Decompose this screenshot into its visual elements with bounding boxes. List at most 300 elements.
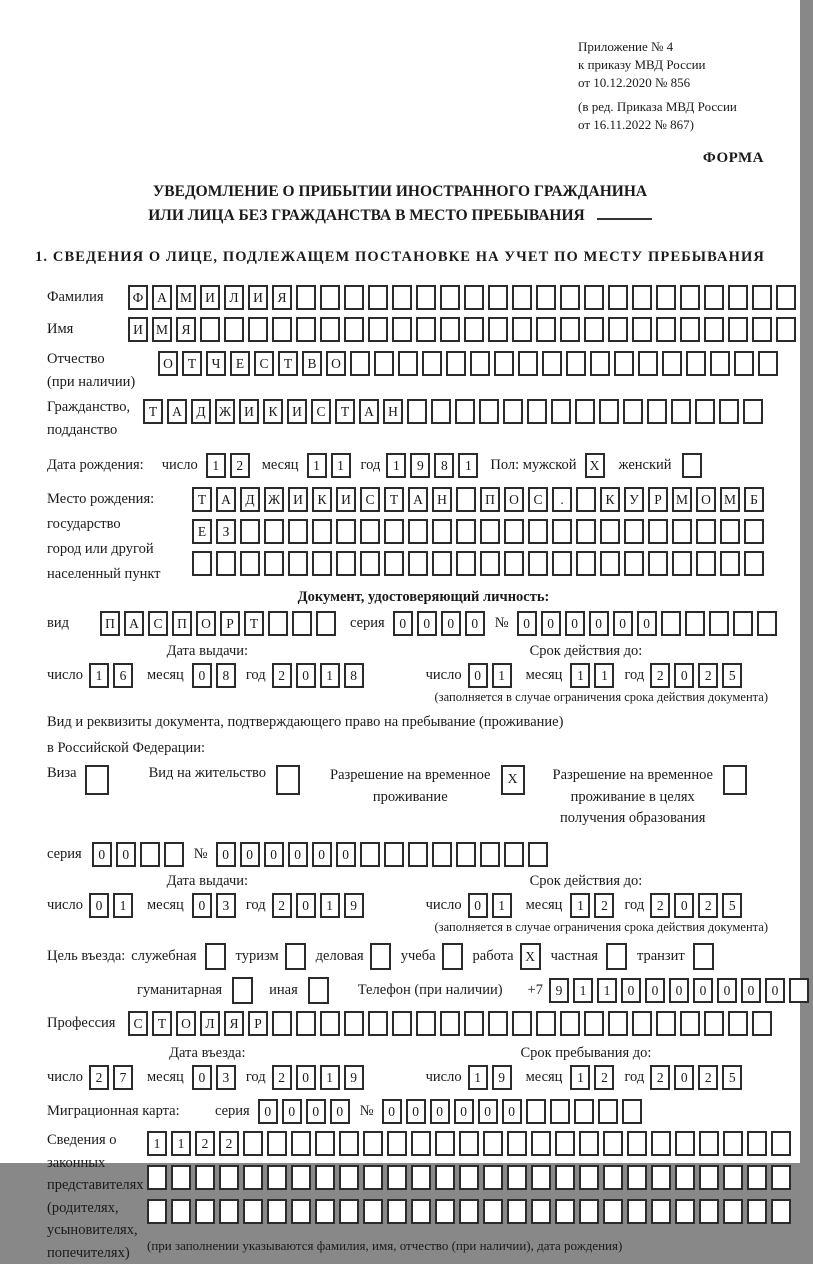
char-cell[interactable]: 1 [492,893,512,918]
char-cell[interactable]: Т [182,351,202,376]
char-cell[interactable] [598,1099,618,1124]
char-cell[interactable]: 0 [637,611,657,636]
char-cell[interactable] [771,1165,791,1190]
char-cell[interactable]: 2 [219,1131,239,1156]
char-cell[interactable]: Е [230,351,250,376]
char-cell[interactable] [479,399,499,424]
char-cell[interactable] [576,487,596,512]
char-cell[interactable]: Я [224,1011,244,1036]
char-cell[interactable]: С [528,487,548,512]
char-cell[interactable] [651,1199,671,1224]
char-cell[interactable]: П [100,611,120,636]
char-cell[interactable] [728,317,748,342]
char-cell[interactable]: 0 [306,1099,326,1124]
char-cell[interactable] [200,317,220,342]
char-cell[interactable]: Е [192,519,212,544]
char-cell[interactable] [243,1131,263,1156]
char-cell[interactable]: А [216,487,236,512]
char-cell[interactable]: К [600,487,620,512]
char-cell[interactable]: И [200,285,220,310]
char-cell[interactable]: 1 [594,663,614,688]
char-cell[interactable] [555,1131,575,1156]
char-cell[interactable] [590,351,610,376]
char-cell[interactable] [483,1131,503,1156]
char-cell[interactable] [504,842,524,867]
char-cell[interactable] [339,1199,359,1224]
char-cell[interactable] [576,519,596,544]
char-cell[interactable] [368,285,388,310]
char-cell[interactable]: 1 [147,1131,167,1156]
char-cell[interactable]: 9 [492,1065,512,1090]
char-cell[interactable] [574,1099,594,1124]
char-cell[interactable] [686,351,706,376]
char-cell[interactable]: 0 [264,842,284,867]
char-cell[interactable] [647,399,667,424]
char-cell[interactable]: 8 [216,663,236,688]
phone-digit-cell[interactable]: 1 [573,978,593,1003]
char-cell[interactable] [608,285,628,310]
char-cell[interactable] [699,1165,719,1190]
char-cell[interactable]: И [288,487,308,512]
char-cell[interactable] [536,285,556,310]
char-cell[interactable] [579,1199,599,1224]
char-cell[interactable] [147,1199,167,1224]
char-cell[interactable]: М [176,285,196,310]
char-cell[interactable] [339,1131,359,1156]
char-cell[interactable]: А [408,487,428,512]
char-cell[interactable] [504,519,524,544]
char-cell[interactable] [435,1199,455,1224]
char-cell[interactable] [360,551,380,576]
char-cell[interactable] [387,1131,407,1156]
purpose-humanitarian-checkbox[interactable] [232,977,253,1004]
char-cell[interactable] [416,285,436,310]
char-cell[interactable] [407,399,427,424]
char-cell[interactable] [536,1011,556,1036]
phone-digit-cell[interactable]: 1 [597,978,617,1003]
char-cell[interactable] [248,317,268,342]
char-cell[interactable]: Т [152,1011,172,1036]
char-cell[interactable] [680,1011,700,1036]
phone-digit-cell[interactable] [789,978,809,1003]
char-cell[interactable]: Т [335,399,355,424]
char-cell[interactable] [336,519,356,544]
char-cell[interactable]: 0 [92,842,112,867]
char-cell[interactable] [680,285,700,310]
char-cell[interactable]: 2 [195,1131,215,1156]
char-cell[interactable]: 0 [589,611,609,636]
char-cell[interactable] [243,1199,263,1224]
char-cell[interactable] [398,351,418,376]
char-cell[interactable] [699,1131,719,1156]
char-cell[interactable] [575,399,595,424]
char-cell[interactable]: Ч [206,351,226,376]
char-cell[interactable] [384,519,404,544]
char-cell[interactable] [435,1131,455,1156]
char-cell[interactable]: 0 [541,611,561,636]
char-cell[interactable] [140,842,160,867]
char-cell[interactable]: 0 [406,1099,426,1124]
char-cell[interactable] [504,551,524,576]
char-cell[interactable] [704,317,724,342]
char-cell[interactable] [560,285,580,310]
char-cell[interactable] [600,519,620,544]
char-cell[interactable]: 0 [89,893,109,918]
char-cell[interactable]: 0 [465,611,485,636]
char-cell[interactable]: 0 [382,1099,402,1124]
char-cell[interactable]: 1 [320,1065,340,1090]
char-cell[interactable] [608,1011,628,1036]
char-cell[interactable]: Д [191,399,211,424]
char-cell[interactable] [440,317,460,342]
char-cell[interactable] [296,1011,316,1036]
char-cell[interactable]: 0 [330,1099,350,1124]
char-cell[interactable]: О [176,1011,196,1036]
char-cell[interactable] [656,317,676,342]
char-cell[interactable] [267,1131,287,1156]
char-cell[interactable]: 9 [410,453,430,478]
char-cell[interactable]: П [172,611,192,636]
char-cell[interactable]: О [326,351,346,376]
char-cell[interactable] [695,399,715,424]
phone-digit-cell[interactable]: 0 [645,978,665,1003]
char-cell[interactable]: 8 [434,453,454,478]
char-cell[interactable]: 0 [296,663,316,688]
phone-digit-cell[interactable]: 9 [549,978,569,1003]
char-cell[interactable]: 9 [344,1065,364,1090]
char-cell[interactable] [392,285,412,310]
char-cell[interactable] [480,842,500,867]
char-cell[interactable]: 0 [192,893,212,918]
char-cell[interactable]: Я [176,317,196,342]
char-cell[interactable]: К [312,487,332,512]
char-cell[interactable]: 1 [331,453,351,478]
char-cell[interactable]: 0 [441,611,461,636]
char-cell[interactable] [656,1011,676,1036]
char-cell[interactable]: Ж [215,399,235,424]
char-cell[interactable]: 0 [192,663,212,688]
char-cell[interactable]: М [720,487,740,512]
char-cell[interactable]: С [360,487,380,512]
char-cell[interactable]: 1 [492,663,512,688]
char-cell[interactable]: И [287,399,307,424]
char-cell[interactable] [527,399,547,424]
char-cell[interactable]: 0 [288,842,308,867]
char-cell[interactable] [312,551,332,576]
char-cell[interactable] [723,1199,743,1224]
char-cell[interactable]: Л [200,1011,220,1036]
char-cell[interactable] [704,1011,724,1036]
char-cell[interactable] [656,285,676,310]
char-cell[interactable] [292,611,312,636]
sex-female-checkbox[interactable] [682,453,702,478]
char-cell[interactable] [734,351,754,376]
char-cell[interactable]: 1 [468,1065,488,1090]
char-cell[interactable] [315,1165,335,1190]
char-cell[interactable]: Д [240,487,260,512]
char-cell[interactable]: Ж [264,487,284,512]
char-cell[interactable] [632,285,652,310]
char-cell[interactable] [483,1199,503,1224]
char-cell[interactable]: И [248,285,268,310]
char-cell[interactable]: Б [744,487,764,512]
char-cell[interactable] [264,519,284,544]
char-cell[interactable] [416,317,436,342]
char-cell[interactable]: 2 [650,1065,670,1090]
char-cell[interactable] [651,1165,671,1190]
char-cell[interactable] [392,317,412,342]
char-cell[interactable]: С [254,351,274,376]
char-cell[interactable]: Р [220,611,240,636]
char-cell[interactable]: В [302,351,322,376]
purpose-commercial-checkbox[interactable] [370,943,391,970]
char-cell[interactable] [603,1131,623,1156]
char-cell[interactable]: 6 [113,663,133,688]
char-cell[interactable] [710,351,730,376]
char-cell[interactable] [459,1131,479,1156]
char-cell[interactable]: 2 [594,893,614,918]
char-cell[interactable]: Т [384,487,404,512]
char-cell[interactable] [384,551,404,576]
char-cell[interactable]: 0 [478,1099,498,1124]
char-cell[interactable]: 5 [722,893,742,918]
char-cell[interactable]: О [696,487,716,512]
char-cell[interactable]: 1 [171,1131,191,1156]
char-cell[interactable]: 0 [613,611,633,636]
char-cell[interactable] [672,551,692,576]
char-cell[interactable] [627,1165,647,1190]
char-cell[interactable] [195,1165,215,1190]
char-cell[interactable] [296,285,316,310]
char-cell[interactable] [624,519,644,544]
char-cell[interactable]: 0 [296,893,316,918]
phone-digit-cell[interactable]: 0 [741,978,761,1003]
char-cell[interactable] [531,1165,551,1190]
char-cell[interactable] [408,842,428,867]
char-cell[interactable] [387,1199,407,1224]
char-cell[interactable] [550,1099,570,1124]
char-cell[interactable] [632,317,652,342]
residence-permit-checkbox[interactable] [276,765,300,795]
char-cell[interactable] [579,1165,599,1190]
char-cell[interactable] [696,551,716,576]
char-cell[interactable] [507,1199,527,1224]
char-cell[interactable] [512,285,532,310]
char-cell[interactable]: А [359,399,379,424]
char-cell[interactable]: И [128,317,148,342]
char-cell[interactable]: 2 [272,663,292,688]
purpose-transit-checkbox[interactable] [693,943,714,970]
char-cell[interactable]: Т [278,351,298,376]
char-cell[interactable] [542,351,562,376]
char-cell[interactable]: 0 [674,1065,694,1090]
char-cell[interactable] [459,1165,479,1190]
char-cell[interactable] [771,1131,791,1156]
phone-digit-cell[interactable]: 0 [669,978,689,1003]
char-cell[interactable] [599,399,619,424]
char-cell[interactable]: П [480,487,500,512]
char-cell[interactable] [743,399,763,424]
char-cell[interactable]: 0 [192,1065,212,1090]
char-cell[interactable] [699,1199,719,1224]
char-cell[interactable] [579,1131,599,1156]
char-cell[interactable] [411,1199,431,1224]
char-cell[interactable] [696,519,716,544]
char-cell[interactable] [147,1165,167,1190]
char-cell[interactable] [446,351,466,376]
char-cell[interactable]: Т [244,611,264,636]
char-cell[interactable] [435,1165,455,1190]
char-cell[interactable] [608,317,628,342]
char-cell[interactable] [584,317,604,342]
char-cell[interactable] [267,1165,287,1190]
char-cell[interactable] [264,551,284,576]
char-cell[interactable]: 2 [698,1065,718,1090]
char-cell[interactable] [494,351,514,376]
char-cell[interactable] [632,1011,652,1036]
char-cell[interactable] [408,519,428,544]
char-cell[interactable]: 1 [206,453,226,478]
char-cell[interactable] [627,1131,647,1156]
char-cell[interactable] [440,1011,460,1036]
char-cell[interactable]: 7 [113,1065,133,1090]
char-cell[interactable] [296,317,316,342]
char-cell[interactable]: 0 [312,842,332,867]
char-cell[interactable]: 1 [320,663,340,688]
char-cell[interactable] [480,519,500,544]
char-cell[interactable] [291,1199,311,1224]
char-cell[interactable] [648,519,668,544]
char-cell[interactable]: 0 [565,611,585,636]
char-cell[interactable] [411,1131,431,1156]
char-cell[interactable] [584,1011,604,1036]
char-cell[interactable] [675,1131,695,1156]
char-cell[interactable]: С [311,399,331,424]
phone-digit-cell[interactable]: 0 [693,978,713,1003]
char-cell[interactable] [363,1199,383,1224]
char-cell[interactable] [776,317,796,342]
char-cell[interactable] [685,611,705,636]
char-cell[interactable] [464,1011,484,1036]
char-cell[interactable] [675,1165,695,1190]
char-cell[interactable] [384,842,404,867]
char-cell[interactable] [536,317,556,342]
char-cell[interactable] [320,317,340,342]
char-cell[interactable]: 0 [417,611,437,636]
char-cell[interactable]: 0 [468,663,488,688]
char-cell[interactable] [507,1131,527,1156]
char-cell[interactable]: С [128,1011,148,1036]
char-cell[interactable] [344,285,364,310]
char-cell[interactable] [219,1199,239,1224]
char-cell[interactable]: 9 [344,893,364,918]
char-cell[interactable] [456,842,476,867]
char-cell[interactable] [526,1099,546,1124]
char-cell[interactable] [432,842,452,867]
char-cell[interactable] [555,1199,575,1224]
char-cell[interactable] [219,1165,239,1190]
char-cell[interactable]: 3 [216,893,236,918]
char-cell[interactable] [316,611,336,636]
char-cell[interactable]: Н [383,399,403,424]
char-cell[interactable]: К [263,399,283,424]
char-cell[interactable] [272,1011,292,1036]
char-cell[interactable] [758,351,778,376]
char-cell[interactable]: 5 [722,663,742,688]
char-cell[interactable] [603,1165,623,1190]
phone-digit-cell[interactable]: 0 [765,978,785,1003]
char-cell[interactable]: А [152,285,172,310]
char-cell[interactable]: 0 [468,893,488,918]
char-cell[interactable] [776,285,796,310]
char-cell[interactable]: О [158,351,178,376]
char-cell[interactable] [566,351,586,376]
char-cell[interactable] [488,317,508,342]
char-cell[interactable]: У [624,487,644,512]
char-cell[interactable] [752,1011,772,1036]
char-cell[interactable]: М [672,487,692,512]
char-cell[interactable]: 0 [502,1099,522,1124]
char-cell[interactable]: 1 [458,453,478,478]
char-cell[interactable] [747,1131,767,1156]
char-cell[interactable] [240,551,260,576]
char-cell[interactable] [560,1011,580,1036]
char-cell[interactable] [408,551,428,576]
char-cell[interactable] [638,351,658,376]
char-cell[interactable] [387,1165,407,1190]
char-cell[interactable] [456,519,476,544]
char-cell[interactable] [344,317,364,342]
char-cell[interactable]: 0 [216,842,236,867]
char-cell[interactable] [728,1011,748,1036]
rvp-checkbox[interactable]: X [501,765,525,795]
char-cell[interactable] [651,1131,671,1156]
char-cell[interactable]: О [504,487,524,512]
char-cell[interactable] [512,317,532,342]
char-cell[interactable]: 0 [336,842,356,867]
char-cell[interactable] [551,399,571,424]
char-cell[interactable] [483,1165,503,1190]
char-cell[interactable] [374,351,394,376]
char-cell[interactable] [622,1099,642,1124]
char-cell[interactable]: 0 [674,663,694,688]
char-cell[interactable] [576,551,596,576]
char-cell[interactable]: 1 [320,893,340,918]
char-cell[interactable] [470,351,490,376]
char-cell[interactable] [720,551,740,576]
char-cell[interactable]: 2 [594,1065,614,1090]
char-cell[interactable]: 1 [386,453,406,478]
char-cell[interactable] [288,551,308,576]
char-cell[interactable] [704,285,724,310]
char-cell[interactable] [488,1011,508,1036]
char-cell[interactable] [392,1011,412,1036]
char-cell[interactable] [195,1199,215,1224]
char-cell[interactable] [488,285,508,310]
sex-male-checkbox[interactable]: X [585,453,605,478]
char-cell[interactable] [192,551,212,576]
char-cell[interactable] [171,1199,191,1224]
char-cell[interactable]: 1 [570,1065,590,1090]
char-cell[interactable] [512,1011,532,1036]
char-cell[interactable]: . [552,487,572,512]
char-cell[interactable] [440,285,460,310]
char-cell[interactable] [291,1131,311,1156]
char-cell[interactable] [164,842,184,867]
char-cell[interactable] [528,551,548,576]
char-cell[interactable] [744,519,764,544]
char-cell[interactable]: 2 [650,663,670,688]
